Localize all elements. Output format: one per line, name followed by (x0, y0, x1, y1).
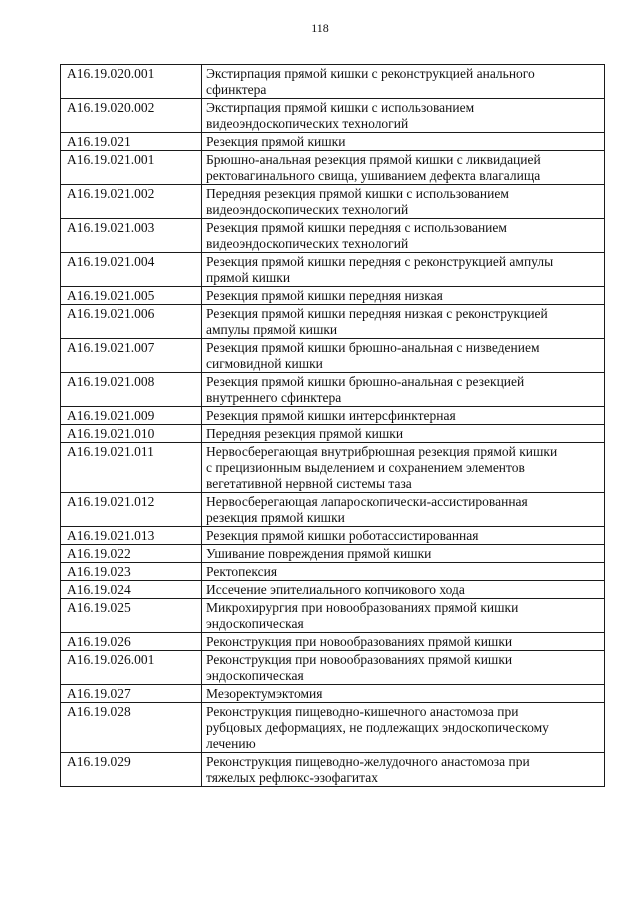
table-row (61, 443, 605, 493)
procedure-name-cell: Передняя резекция прямой кишки с использованием видеоэндоскопических технологий (202, 185, 605, 219)
table-row (61, 407, 605, 425)
table-row (61, 651, 605, 685)
procedure-name-cell: Ушивание повреждения прямой кишки (202, 545, 605, 563)
table-row (61, 527, 605, 545)
table-row (61, 65, 605, 99)
table-row (61, 287, 605, 305)
procedure-code-cell: A16.19.021.007 (61, 339, 202, 373)
procedure-name-cell: Реконструкция при новообразованиях прямой кишки (202, 633, 605, 651)
table-row (61, 133, 605, 151)
procedure-code-cell: A16.19.021 (61, 133, 202, 151)
procedure-name-cell: Нервосберегающая внутрибрюшная резекция прямой кишки с прецизионным выделением и сохранением элементов вегетативной нервной системы таза (202, 443, 605, 493)
procedure-code-cell: A16.19.021.010 (61, 425, 202, 443)
table-row (61, 703, 605, 753)
procedure-code-cell: A16.19.021.002 (61, 185, 202, 219)
table-row (61, 219, 605, 253)
procedure-name-cell: Экстирпация прямой кишки с использованием видеоэндоскопических технологий (202, 99, 605, 133)
procedure-code-cell: A16.19.029 (61, 753, 202, 787)
table-row (61, 373, 605, 407)
procedure-code-cell: A16.19.021.008 (61, 373, 202, 407)
procedure-code-cell: A16.19.021.009 (61, 407, 202, 425)
procedure-name-cell: Экстирпация прямой кишки с реконструкцией анального сфинктера (202, 65, 605, 99)
table-row (61, 493, 605, 527)
table-body (61, 65, 605, 787)
procedure-name-cell: Реконструкция при новообразованиях прямой кишки эндоскопическая (202, 651, 605, 685)
procedure-code-cell: A16.19.025 (61, 599, 202, 633)
table-row (61, 753, 605, 787)
table-row (61, 253, 605, 287)
procedure-name-cell: Передняя резекция прямой кишки (202, 425, 605, 443)
procedure-name-cell: Реконструкция пищеводно-кишечного анастомоза при рубцовых деформациях, не подлежащих эндоскопическому лечению (202, 703, 605, 753)
table-row (61, 151, 605, 185)
procedure-code-cell: A16.19.020.002 (61, 99, 202, 133)
procedure-name-cell: Резекция прямой кишки передняя с использованием видеоэндоскопических технологий (202, 219, 605, 253)
procedure-name-cell: Резекция прямой кишки роботассистированная (202, 527, 605, 545)
procedure-code-cell: A16.19.020.001 (61, 65, 202, 99)
procedure-name-cell: Ректопексия (202, 563, 605, 581)
procedure-code-cell: A16.19.027 (61, 685, 202, 703)
procedure-code-cell: A16.19.021.012 (61, 493, 202, 527)
table-row (61, 99, 605, 133)
table-row (61, 185, 605, 219)
procedure-code-cell: A16.19.021.005 (61, 287, 202, 305)
procedure-name-cell: Нервосберегающая лапароскопически-ассистированная резекция прямой кишки (202, 493, 605, 527)
procedure-name-cell: Микрохирургия при новообразованиях прямой кишки эндоскопическая (202, 599, 605, 633)
procedure-name-cell: Резекция прямой кишки (202, 133, 605, 151)
procedure-name-cell: Резекция прямой кишки интерсфинктерная (202, 407, 605, 425)
table-row (61, 305, 605, 339)
procedure-code-cell: A16.19.021.001 (61, 151, 202, 185)
table-row (61, 633, 605, 651)
page-number: 118 (311, 21, 329, 35)
table-row (61, 581, 605, 599)
procedure-name-cell: Резекция прямой кишки передняя низкая с реконструкцией ампулы прямой кишки (202, 305, 605, 339)
procedure-code-cell: A16.19.024 (61, 581, 202, 599)
table-row (61, 545, 605, 563)
procedure-code-cell: A16.19.021.013 (61, 527, 202, 545)
procedure-code-cell: A16.19.022 (61, 545, 202, 563)
table-row (61, 425, 605, 443)
procedure-code-cell: A16.19.023 (61, 563, 202, 581)
procedure-code-cell: A16.19.028 (61, 703, 202, 753)
procedure-name-cell: Резекция прямой кишки передняя низкая (202, 287, 605, 305)
table-row (61, 563, 605, 581)
procedure-name-cell: Резекция прямой кишки передняя с реконструкцией ампулы прямой кишки (202, 253, 605, 287)
procedure-code-cell: A16.19.021.006 (61, 305, 202, 339)
procedure-codes-table (60, 64, 605, 787)
table-row (61, 685, 605, 703)
procedure-code-cell: A16.19.021.003 (61, 219, 202, 253)
procedure-name-cell: Мезоректумэктомия (202, 685, 605, 703)
procedure-code-cell: A16.19.026 (61, 633, 202, 651)
procedure-code-cell: A16.19.021.011 (61, 443, 202, 493)
procedure-code-cell: A16.19.026.001 (61, 651, 202, 685)
procedure-name-cell: Брюшно-анальная резекция прямой кишки с ликвидацией ректовагинального свища, ушиванием дефекта влагалища (202, 151, 605, 185)
procedure-code-cell: A16.19.021.004 (61, 253, 202, 287)
table-row (61, 339, 605, 373)
procedure-name-cell: Резекция прямой кишки брюшно-анальная с резекцией внутреннего сфинктера (202, 373, 605, 407)
procedure-name-cell: Иссечение эпителиального копчикового хода (202, 581, 605, 599)
procedure-name-cell: Резекция прямой кишки брюшно-анальная с низведением сигмовидной кишки (202, 339, 605, 373)
procedure-name-cell: Реконструкция пищеводно-желудочного анастомоза при тяжелых рефлюкс-эзофагитах (202, 753, 605, 787)
table-row (61, 599, 605, 633)
